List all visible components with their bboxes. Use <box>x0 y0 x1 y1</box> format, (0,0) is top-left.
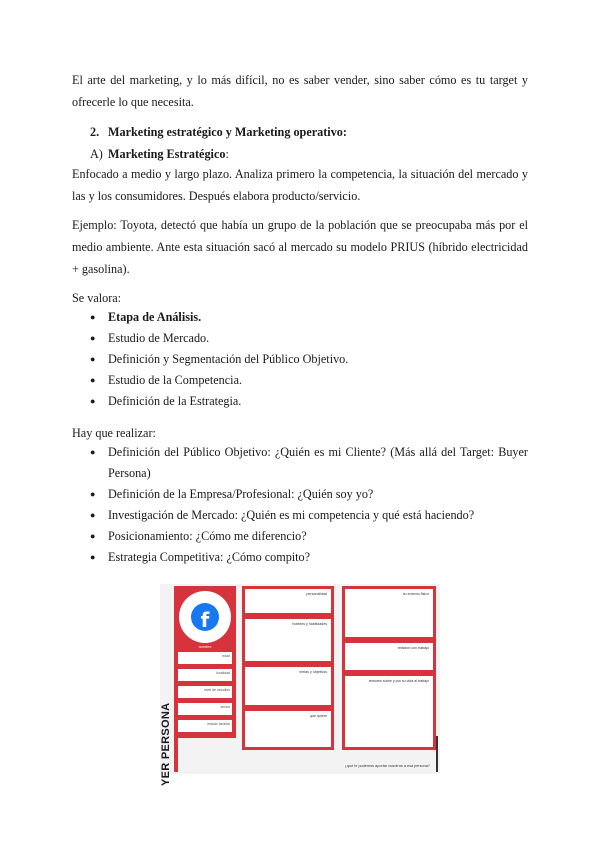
bullet-icon: ● <box>90 552 96 562</box>
enfocado-paragraph: Enfocado a medio y largo plazo. Analiza primero la competencia, la situación del mercado y las y los consumidores. Después elabora producto/servicio. <box>72 167 528 203</box>
box-metas: metas y objetivos <box>242 664 334 708</box>
list-item: ● Estudio de la Competencia. <box>72 370 528 391</box>
list-item: ● Estudio de Mercado. <box>72 328 528 349</box>
list-item: ● Definición de la Estrategia. <box>72 391 528 412</box>
nombre-label: nombre <box>198 645 212 649</box>
bullet-icon: ● <box>90 354 96 364</box>
avatar <box>179 591 231 643</box>
field-estudios: nivel de estudios <box>178 686 232 698</box>
box-entorno: su entorno fisico <box>342 586 436 640</box>
list-item: ● Etapa de Análisis. <box>72 307 528 328</box>
divider <box>436 736 438 772</box>
se-valora-label: Se valora: <box>72 291 122 305</box>
box-personalidad: personalidad <box>242 586 334 616</box>
bullet-icon: ● <box>90 312 96 322</box>
box-relacion-trabajo: relacion con trabajo <box>342 640 436 673</box>
field-localidad: localidad <box>178 669 232 681</box>
box-hobbies: hobbies y habilidades <box>242 616 334 664</box>
buyer-persona-figure <box>160 584 440 786</box>
bullet-icon: ● <box>90 447 96 457</box>
bullet-icon: ● <box>90 531 96 541</box>
section-2-title: Marketing estratégico y Marketing operativo: <box>108 125 347 139</box>
bullet-icon: ● <box>90 375 96 385</box>
subsection-a-heading <box>72 143 347 165</box>
intro-paragraph: El arte del marketing, y lo más difícil, no es saber vender, sino saber cómo es tu target y ofrecerle lo que necesita. <box>72 73 528 109</box>
se-valora-list <box>72 307 528 412</box>
hay-que-list <box>72 442 528 568</box>
buyer-persona-title: YER PERSONA <box>160 702 172 786</box>
hay-que-label: Hay que realizar: <box>72 426 156 440</box>
field-estado-familiar: estado familiar <box>178 720 232 732</box>
list-item: ● Estrategia Competitiva: ¿Cómo compito? <box>72 547 528 568</box>
section-2-marker: 2. <box>90 125 100 139</box>
bullet-icon: ● <box>90 489 96 499</box>
subsection-a-suffix: : <box>225 147 229 161</box>
question-caption: ¿qué le podemos aportar nosotros a esa persona? <box>344 764 430 768</box>
title-bar <box>174 712 178 772</box>
profile-panel <box>174 586 236 738</box>
box-temores: temores sobre y por su vida al trabajo <box>342 673 436 750</box>
list-item: ● Definición y Segmentación del Público Objetivo. <box>72 349 528 370</box>
list-item: ● Posicionamiento: ¿Cómo me diferencio? <box>72 526 528 547</box>
list-item: ● Definición de la Empresa/Profesional: ¿Quién soy yo? <box>72 484 528 505</box>
ejemplo-paragraph: Ejemplo: Toyota, detectó que había un grupo de la población que se preocupaba más por el medio ambiente. Ante esta situación sacó al mercado su modelo PRIUS (híbrido electricidad + gasolina). <box>72 218 528 276</box>
field-sector: sector <box>178 703 232 715</box>
list-item: ● Definición del Público Objetivo: ¿Quién es mi Cliente? (Más allá del Target: Buyer Persona) <box>72 442 528 484</box>
facebook-icon: f <box>191 603 219 631</box>
section-2-heading <box>72 121 347 143</box>
subsection-a-marker: A) <box>90 147 103 161</box>
field-edad: edad <box>178 652 232 664</box>
section-list <box>72 121 347 165</box>
box-que-quiere: qué quiere <box>242 708 334 750</box>
bullet-icon: ● <box>90 510 96 520</box>
list-item: ● Investigación de Mercado: ¿Quién es mi competencia y qué está haciendo? <box>72 505 528 526</box>
subsection-a-title: Marketing Estratégico <box>108 147 226 161</box>
bullet-icon: ● <box>90 396 96 406</box>
bullet-icon: ● <box>90 333 96 343</box>
